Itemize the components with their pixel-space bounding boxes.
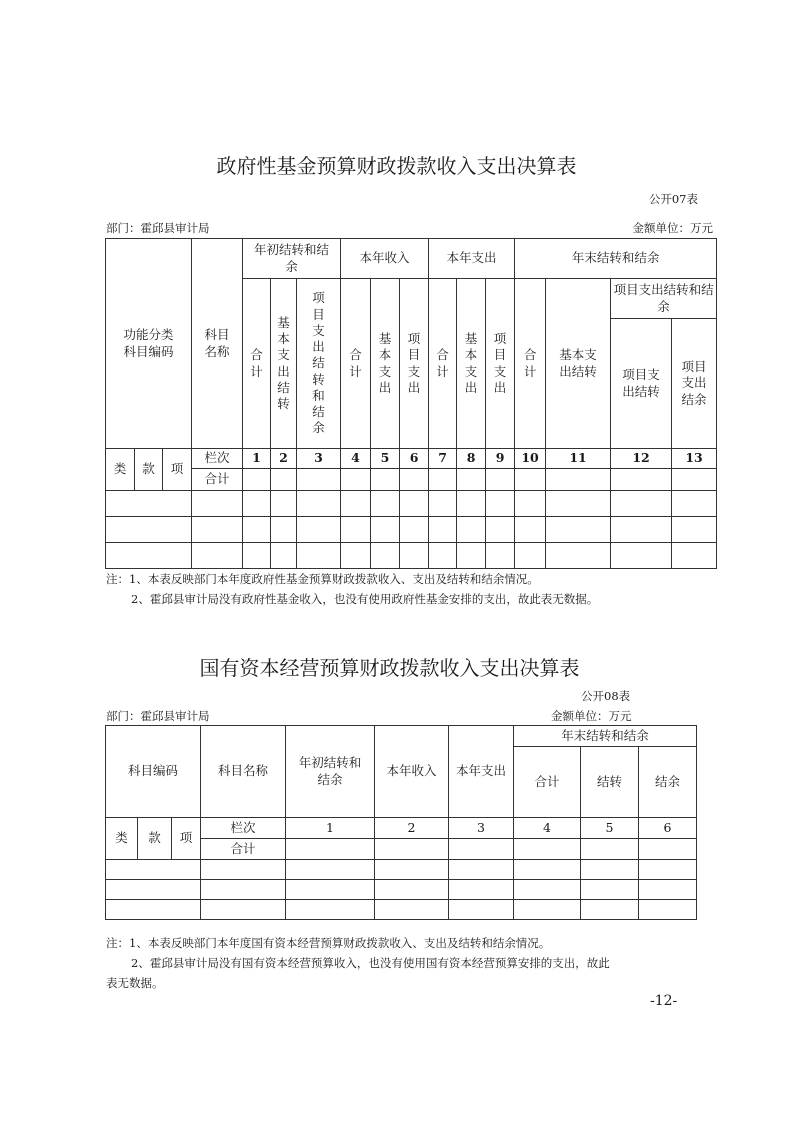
col-number: 2 [375, 818, 449, 839]
header-name: 科目名称 [201, 726, 286, 818]
header-kuan: 款 [135, 449, 163, 491]
col-number: 6 [400, 449, 429, 469]
col-number: 4 [341, 449, 371, 469]
cell [611, 469, 672, 491]
table2-grid [105, 725, 697, 920]
cell [371, 469, 400, 491]
cell [271, 469, 297, 491]
header-opening: 年初结转和结余 [286, 726, 375, 818]
col-number: 3 [297, 449, 341, 469]
header-lanci: 栏次 [192, 449, 243, 469]
table-row [106, 517, 717, 543]
col-number: 8 [457, 449, 486, 469]
cell [400, 469, 429, 491]
header-expense: 本年支出 [449, 726, 514, 818]
table1-grid [105, 238, 717, 569]
header-expense-project: 项目支出 [486, 279, 515, 449]
col-number: 1 [286, 818, 375, 839]
cell [243, 469, 271, 491]
table2-unit: 金额单位：万元 [551, 709, 632, 723]
header-expense: 本年支出 [429, 239, 515, 279]
col-number: 9 [486, 449, 515, 469]
col-number: 6 [639, 818, 697, 839]
col-number: 5 [581, 818, 639, 839]
header-closing-project-group: 项目支出结转和结余 [611, 279, 717, 319]
header-closing: 年末结转和结余 [514, 726, 697, 747]
header-subject-name: 科目名称 [192, 239, 243, 449]
table1-title: 政府性基金预算财政拨款收入支出决算表 [216, 154, 577, 178]
header-closing-basic: 基本支出结转 [546, 279, 611, 449]
header-opening-basic-carry: 基本支出结转 [271, 279, 297, 449]
col-number: 1 [243, 449, 271, 469]
cell [341, 469, 371, 491]
row-total-label: 合计 [192, 469, 243, 491]
col-number: 10 [515, 449, 546, 469]
header-income: 本年收入 [375, 726, 449, 818]
table2-note-3: 表无数据。 [106, 976, 164, 990]
cell [514, 839, 581, 860]
cell [581, 839, 639, 860]
table2-note-1: 注：1、本表反映部门本年度国有资本经营预算财政拨款收入、支出及结转和结余情况。 [106, 936, 551, 950]
col-number: 7 [429, 449, 457, 469]
header-closing-balance: 结余 [639, 747, 697, 818]
col-number: 5 [371, 449, 400, 469]
cell [515, 469, 546, 491]
header-closing-project-balance: 项目支出结余 [672, 319, 717, 449]
header-lanci: 栏次 [201, 818, 286, 839]
cell [375, 839, 449, 860]
col-number: 12 [611, 449, 672, 469]
header-func-code: 功能分类科目编码 [106, 239, 192, 449]
page-number: -12- [650, 993, 678, 1009]
col-number: 11 [546, 449, 611, 469]
header-code: 科目编码 [106, 726, 201, 818]
header-expense-basic: 基本支出 [457, 279, 486, 449]
header-income: 本年收入 [341, 239, 429, 279]
table-row [106, 491, 717, 517]
cell [429, 469, 457, 491]
col-number: 3 [449, 818, 514, 839]
header-kuan: 款 [138, 818, 172, 860]
cell [639, 839, 697, 860]
table-row [106, 900, 697, 920]
header-income-project: 项目支出 [400, 279, 429, 449]
cell [286, 839, 375, 860]
header-lei: 类 [106, 818, 138, 860]
header-closing-total: 合计 [514, 747, 581, 818]
table2-note-2: 2、霍邱县审计局没有国有资本经营预算收入，也没有使用国有资本经营预算安排的支出，故此 [131, 956, 610, 970]
header-income-basic: 基本支出 [371, 279, 400, 449]
table2-department: 部门：霍邱县审计局 [106, 709, 210, 723]
header-expense-total: 合计 [429, 279, 457, 449]
header-lei: 类 [106, 449, 135, 491]
table1-department: 部门：霍邱县审计局 [106, 221, 210, 235]
header-opening-project: 项目支出结转和结余 [297, 279, 341, 449]
table-row [106, 543, 717, 569]
table-row [106, 860, 697, 880]
header-opening: 年初结转和结余 [243, 239, 341, 279]
table1-note-1: 注：1、本表反映部门本年度政府性基金预算财政拨款收入、支出及结转和结余情况。 [106, 572, 539, 586]
header-closing: 年末结转和结余 [515, 239, 717, 279]
table2-number: 公开08表 [581, 689, 631, 703]
cell [546, 469, 611, 491]
header-closing-carry: 结转 [581, 747, 639, 818]
header-closing-total: 合计 [515, 279, 546, 449]
cell [672, 469, 717, 491]
cell [486, 469, 515, 491]
header-closing-project-carry: 项目支出结转 [611, 319, 672, 449]
table1-number: 公开07表 [648, 192, 698, 206]
cell [449, 839, 514, 860]
table1-unit: 金额单位：万元 [632, 221, 713, 235]
header-xiang: 项 [172, 818, 201, 860]
cell [297, 469, 341, 491]
table2-title: 国有资本经营预算财政拨款收入支出决算表 [199, 656, 580, 680]
header-opening-total: 合计 [243, 279, 271, 449]
col-number: 2 [271, 449, 297, 469]
row-total-label: 合计 [201, 839, 286, 860]
header-income-total: 合计 [341, 279, 371, 449]
col-number: 13 [672, 449, 717, 469]
col-number: 4 [514, 818, 581, 839]
table-row [106, 880, 697, 900]
header-xiang: 项 [163, 449, 192, 491]
cell [457, 469, 486, 491]
table1-note-2: 2、霍邱县审计局没有政府性基金收入，也没有使用政府性基金安排的支出，故此表无数据。 [131, 592, 599, 606]
